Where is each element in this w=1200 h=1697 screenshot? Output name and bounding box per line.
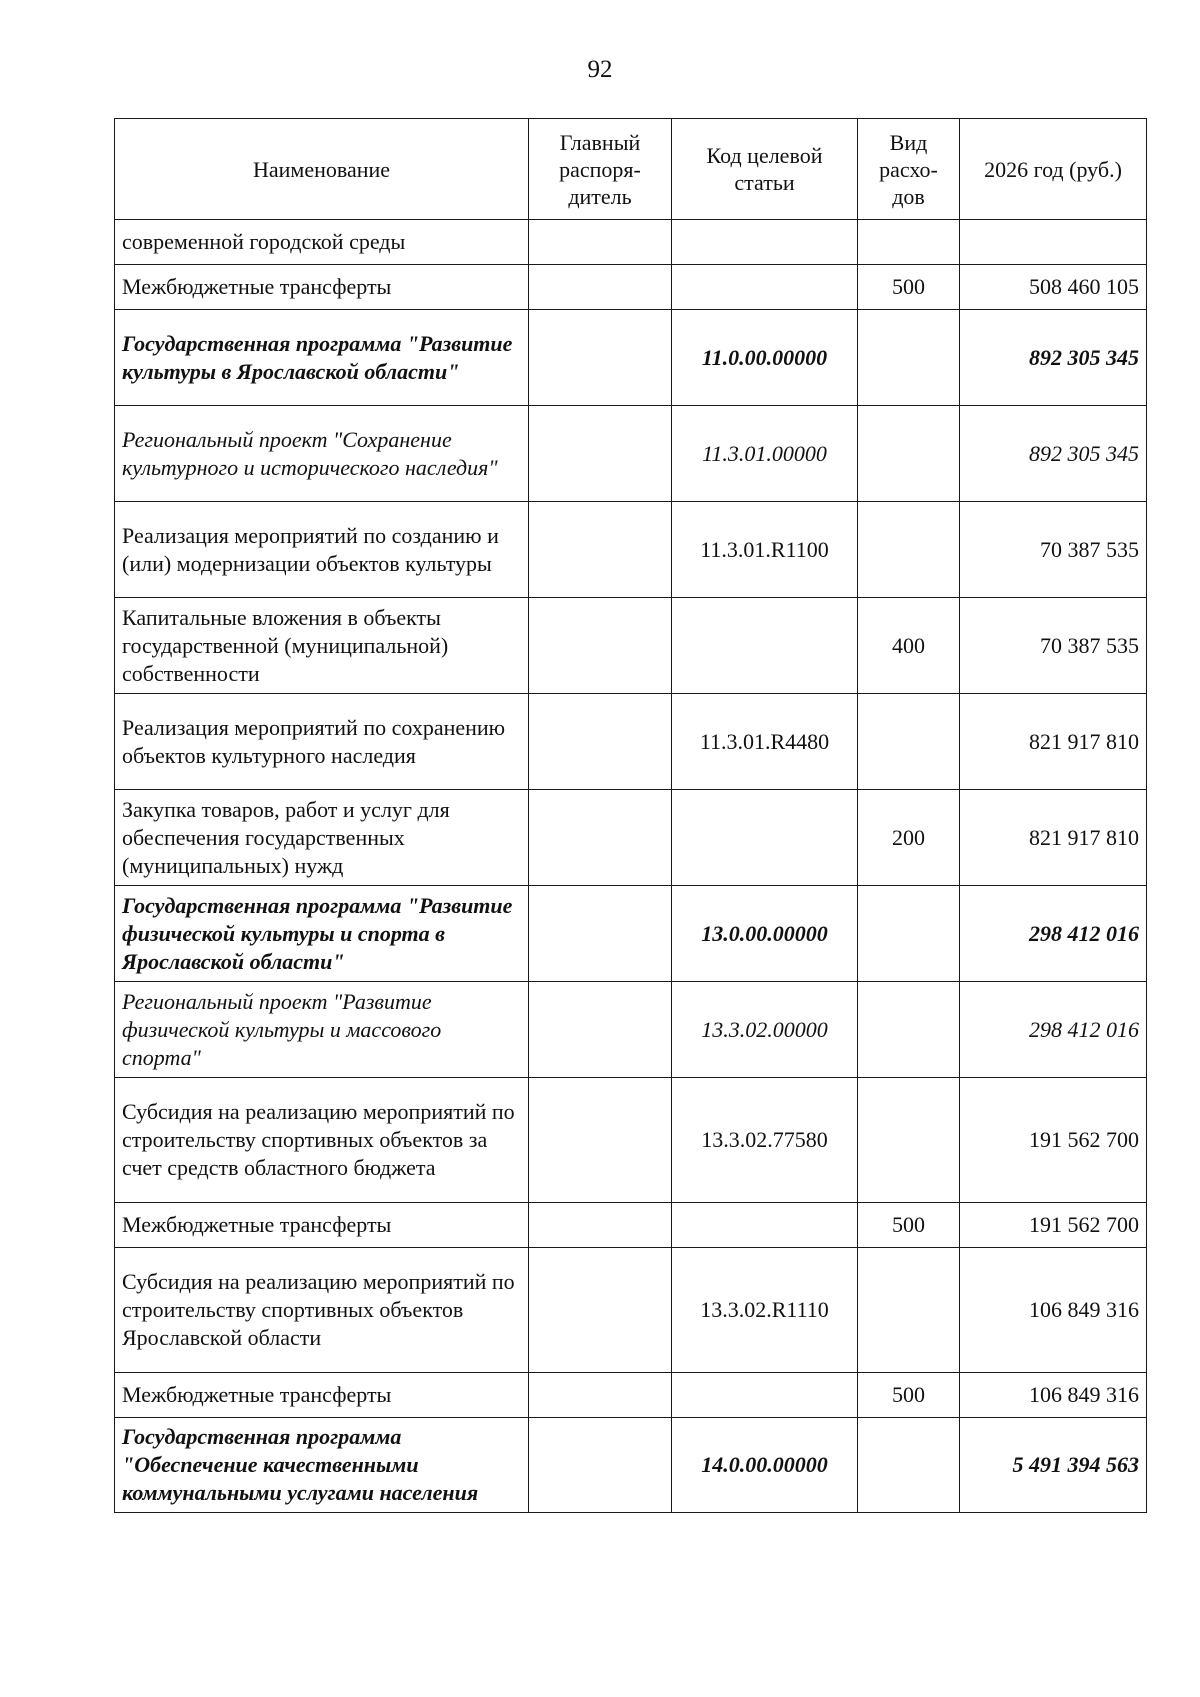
cell-name: современной городской среды	[115, 220, 529, 265]
cell-code	[672, 598, 858, 694]
cell-code: 11.0.00.00000	[672, 310, 858, 406]
table-row	[115, 265, 1147, 310]
cell-manager	[529, 502, 672, 598]
cell-type	[858, 886, 960, 982]
cell-manager	[529, 694, 672, 790]
cell-amount: 191 562 700	[960, 1203, 1147, 1248]
cell-name: Капитальные вложения в объекты государственной (муниципальной) собственности	[115, 598, 529, 694]
cell-code: 11.3.01.00000	[672, 406, 858, 502]
cell-name: Межбюджетные трансферты	[115, 1203, 529, 1248]
table-row-program	[115, 1418, 1147, 1513]
cell-type	[858, 220, 960, 265]
cell-amount: 508 460 105	[960, 265, 1147, 310]
cell-type: 400	[858, 598, 960, 694]
table-row	[115, 1078, 1147, 1203]
header-expense-type: Вид расхо-дов	[858, 119, 960, 220]
cell-name: Государственная программа "Развитие физической культуры и спорта в Ярославской области"	[115, 886, 529, 982]
table-row-program	[115, 886, 1147, 982]
cell-type: 500	[858, 1373, 960, 1418]
cell-code	[672, 790, 858, 886]
header-name: Наименование	[115, 119, 529, 220]
cell-manager	[529, 982, 672, 1078]
cell-amount	[960, 220, 1147, 265]
cell-code	[672, 1373, 858, 1418]
table-row	[115, 694, 1147, 790]
cell-manager	[529, 790, 672, 886]
cell-manager	[529, 265, 672, 310]
cell-code: 13.3.02.77580	[672, 1078, 858, 1203]
cell-manager	[529, 310, 672, 406]
table-row	[115, 1203, 1147, 1248]
cell-amount: 892 305 345	[960, 310, 1147, 406]
cell-type	[858, 694, 960, 790]
cell-amount: 70 387 535	[960, 502, 1147, 598]
cell-manager	[529, 220, 672, 265]
cell-manager	[529, 1203, 672, 1248]
table-header-row	[115, 119, 1147, 220]
page-number: 92	[587, 56, 613, 83]
cell-code: 11.3.01.R4480	[672, 694, 858, 790]
budget-table	[114, 118, 1147, 1513]
cell-amount: 821 917 810	[960, 694, 1147, 790]
cell-manager	[529, 406, 672, 502]
header-code: Код целевой статьи	[672, 119, 858, 220]
cell-code: 14.0.00.00000	[672, 1418, 858, 1513]
header-amount: 2026 год (руб.)	[960, 119, 1147, 220]
cell-manager	[529, 598, 672, 694]
cell-code: 13.3.02.00000	[672, 982, 858, 1078]
cell-name: Региональный проект "Развитие физической культуры и массового спорта"	[115, 982, 529, 1078]
cell-name: Закупка товаров, работ и услуг для обеспечения государственных (муниципальных) нужд	[115, 790, 529, 886]
table-row-program	[115, 310, 1147, 406]
cell-name: Государственная программа "Развитие культуры в Ярославской области"	[115, 310, 529, 406]
cell-name: Реализация мероприятий по сохранению объектов культурного наследия	[115, 694, 529, 790]
cell-name: Субсидия на реализацию мероприятий по строительству спортивных объектов Ярославской области	[115, 1248, 529, 1373]
cell-type	[858, 1078, 960, 1203]
cell-name: Региональный проект "Сохранение культурного и исторического наследия"	[115, 406, 529, 502]
cell-manager	[529, 1373, 672, 1418]
cell-type	[858, 406, 960, 502]
cell-amount: 5 491 394 563	[960, 1418, 1147, 1513]
table-row-project	[115, 406, 1147, 502]
cell-code	[672, 1203, 858, 1248]
cell-name: Межбюджетные трансферты	[115, 265, 529, 310]
cell-amount: 298 412 016	[960, 982, 1147, 1078]
cell-code	[672, 220, 858, 265]
table-row	[115, 220, 1147, 265]
cell-type: 500	[858, 1203, 960, 1248]
cell-amount: 821 917 810	[960, 790, 1147, 886]
header-manager: Главный распоря-дитель	[529, 119, 672, 220]
cell-name: Реализация мероприятий по созданию и (или) модернизации объектов культуры	[115, 502, 529, 598]
table-row	[115, 598, 1147, 694]
cell-amount: 298 412 016	[960, 886, 1147, 982]
cell-type	[858, 1418, 960, 1513]
cell-code: 13.0.00.00000	[672, 886, 858, 982]
cell-name: Государственная программа "Обеспечение качественными коммунальными услугами населения	[115, 1418, 529, 1513]
cell-manager	[529, 1078, 672, 1203]
cell-name: Межбюджетные трансферты	[115, 1373, 529, 1418]
cell-code: 11.3.01.R1100	[672, 502, 858, 598]
cell-manager	[529, 1418, 672, 1513]
cell-type: 200	[858, 790, 960, 886]
table-row-project	[115, 982, 1147, 1078]
cell-type: 500	[858, 265, 960, 310]
cell-amount: 70 387 535	[960, 598, 1147, 694]
table-row	[115, 1373, 1147, 1418]
cell-manager	[529, 886, 672, 982]
cell-amount: 106 849 316	[960, 1248, 1147, 1373]
cell-type	[858, 310, 960, 406]
cell-name: Субсидия на реализацию мероприятий по строительству спортивных объектов за счет средств областного бюджета	[115, 1078, 529, 1203]
cell-type	[858, 1248, 960, 1373]
cell-code: 13.3.02.R1110	[672, 1248, 858, 1373]
table-row	[115, 790, 1147, 886]
cell-amount: 892 305 345	[960, 406, 1147, 502]
cell-code	[672, 265, 858, 310]
cell-manager	[529, 1248, 672, 1373]
cell-type	[858, 502, 960, 598]
cell-amount: 191 562 700	[960, 1078, 1147, 1203]
table-row	[115, 502, 1147, 598]
cell-type	[858, 982, 960, 1078]
table-row	[115, 1248, 1147, 1373]
cell-amount: 106 849 316	[960, 1373, 1147, 1418]
